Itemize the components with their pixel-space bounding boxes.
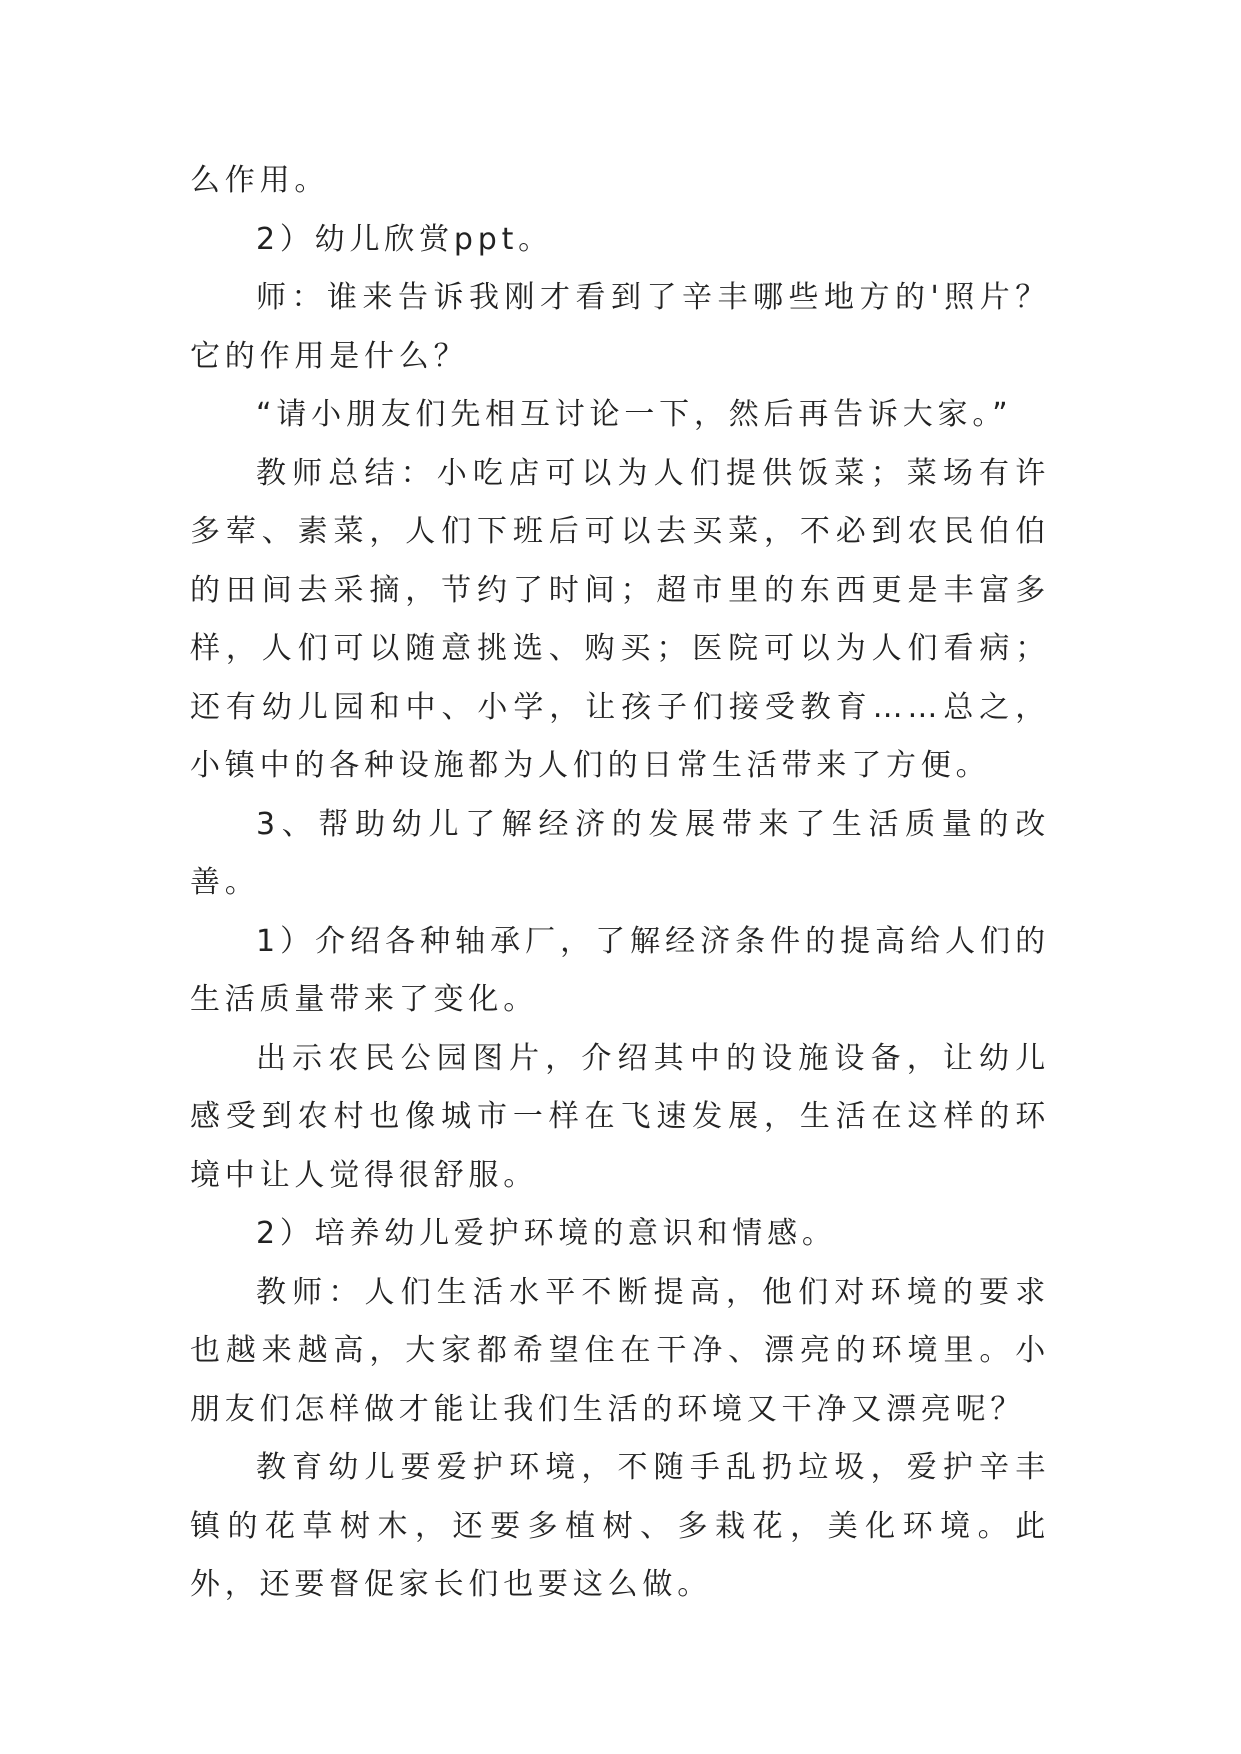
paragraph-8: 出示农民公园图片，介绍其中的设施设备，让幼儿感受到农村也像城市一样在飞速发展，生活在这样的环境中让人觉得很舒服。 xyxy=(190,1040,1050,1193)
paragraph-6: 3、帮助幼儿了解经济的发展带来了生活质量的改善。 xyxy=(190,806,1050,900)
paragraph-7: 1）介绍各种轴承厂，了解经济条件的提高给人们的生活质量带来了变化。 xyxy=(190,923,1050,1017)
document-body xyxy=(190,152,1050,1615)
paragraph-3: 师：谁来告诉我刚才看到了辛丰哪些地方的'照片？它的作用是什么？ xyxy=(190,280,1050,374)
paragraph-4: “请小朋友们先相互讨论一下，然后再告诉大家。” xyxy=(256,397,1013,432)
paragraph-10: 教师：人们生活水平不断提高，他们对环境的要求也越来越高，大家都希望住在干净、漂亮的环境里。小朋友们怎样做才能让我们生活的环境又干净又漂亮呢？ xyxy=(190,1274,1050,1427)
paragraph-2: 2）幼儿欣赏ppt。 xyxy=(256,221,553,257)
paragraph-9: 2）培养幼儿爱护环境的意识和情感。 xyxy=(256,1216,837,1251)
paragraph-11: 教育幼儿要爱护环境，不随手乱扔垃圾，爱护辛丰镇的花草树木，还要多植树、多栽花，美化环境。此外，还要督促家长们也要这么做。 xyxy=(190,1450,1050,1602)
paragraph-5: 教师总结：小吃店可以为人们提供饭菜；菜场有许多荤、素菜，人们下班后可以去买菜，不必到农民伯伯的田间去采摘，节约了时间；超市里的东西更是丰富多样，人们可以随意挑选、购买；医院可以为人们看病；还有幼儿园和中、小学，让孩子们接受教育……总之，小镇中的各种设施都为人们的日常生活带来了方便。 xyxy=(190,455,1050,783)
paragraph-1: 么作用。 xyxy=(190,163,330,198)
